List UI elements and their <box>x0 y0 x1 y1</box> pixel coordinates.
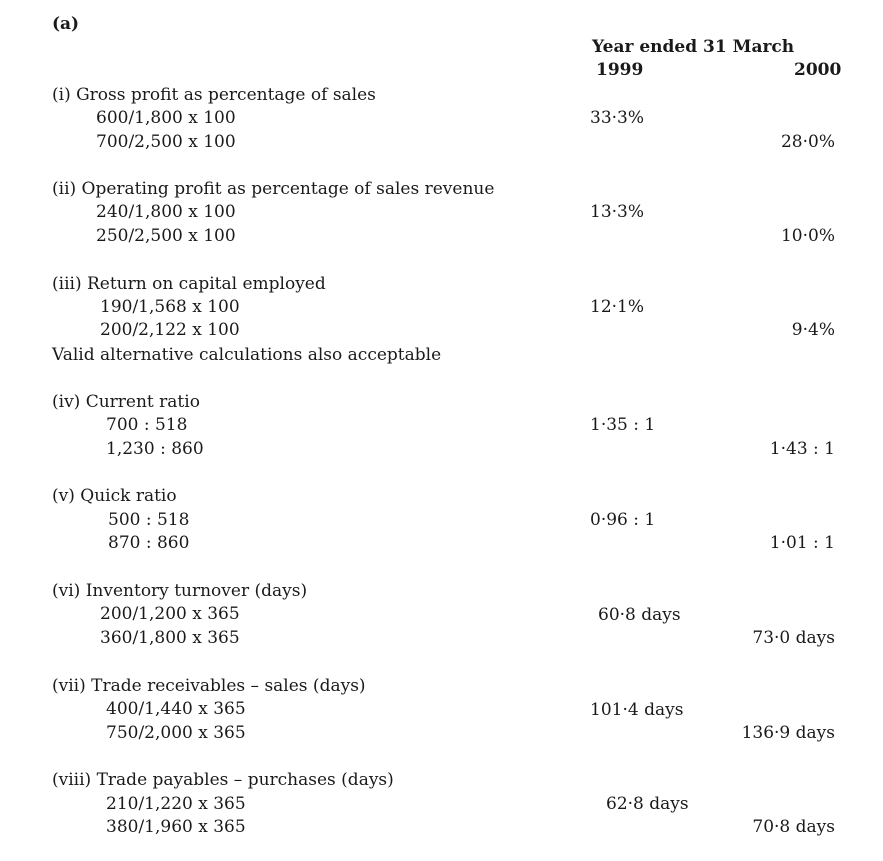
section-title: (ii) Operating profit as percentage of sales revenue <box>52 179 495 199</box>
section-title: (viii) Trade payables – purchases (days) <box>52 770 394 790</box>
result-2000: 28·0% <box>780 132 835 152</box>
calc-2000: 700/2,500 x 100 <box>96 132 236 152</box>
calc-2000: 1,230 : 860 <box>106 439 204 459</box>
result-2000: 1·43 : 1 <box>769 439 835 459</box>
calc-1999: 200/1,200 x 365 <box>100 604 240 624</box>
result-2000: 1·01 : 1 <box>769 533 835 553</box>
section-title: (vi) Inventory turnover (days) <box>52 581 308 601</box>
section-title: (iii) Return on capital employed <box>52 274 326 294</box>
section-title: (vii) Trade receivables – sales (days) <box>52 676 366 696</box>
result-2000: 136·9 days <box>741 723 835 743</box>
section-title: (v) Quick ratio <box>52 486 177 506</box>
calc-1999: 400/1,440 x 365 <box>106 699 246 719</box>
result-1999: 33·3% <box>590 108 645 128</box>
result-1999: 0·96 : 1 <box>590 510 656 530</box>
calc-1999: 190/1,568 x 100 <box>100 297 240 317</box>
part-label: (a) <box>52 14 80 34</box>
result-1999: 60·8 days <box>598 605 681 625</box>
column-header-title: Year ended 31 March <box>592 37 795 57</box>
result-1999: 1·35 : 1 <box>590 415 656 435</box>
section-title: (i) Gross profit as percentage of sales <box>52 85 376 105</box>
calc-1999: 700 : 518 <box>106 415 188 435</box>
column-header-1999: 1999 <box>596 60 644 80</box>
calc-2000: 250/2,500 x 100 <box>96 226 236 246</box>
result-2000: 9·4% <box>791 320 835 340</box>
calc-1999: 240/1,800 x 100 <box>96 202 236 222</box>
calc-2000: 200/2,122 x 100 <box>100 320 240 340</box>
section-title: (iv) Current ratio <box>52 392 200 412</box>
column-header-2000: 2000 <box>794 60 842 80</box>
calc-2000: 360/1,800 x 365 <box>100 628 240 648</box>
calc-2000: 870 : 860 <box>108 533 190 553</box>
calc-2000: 380/1,960 x 365 <box>106 817 246 837</box>
result-2000: 70·8 days <box>752 817 835 837</box>
result-1999: 13·3% <box>590 202 645 222</box>
result-2000: 73·0 days <box>752 628 835 648</box>
result-1999: 12·1% <box>590 297 645 317</box>
result-1999: 62·8 days <box>606 794 689 814</box>
calc-2000: 750/2,000 x 365 <box>106 723 246 743</box>
result-1999: 101·4 days <box>590 700 684 720</box>
alternative-note: Valid alternative calculations also acceptable <box>52 345 442 365</box>
result-2000: 10·0% <box>780 226 835 246</box>
calc-1999: 500 : 518 <box>108 510 190 530</box>
calc-1999: 600/1,800 x 100 <box>96 108 236 128</box>
calc-1999: 210/1,220 x 365 <box>106 794 246 814</box>
